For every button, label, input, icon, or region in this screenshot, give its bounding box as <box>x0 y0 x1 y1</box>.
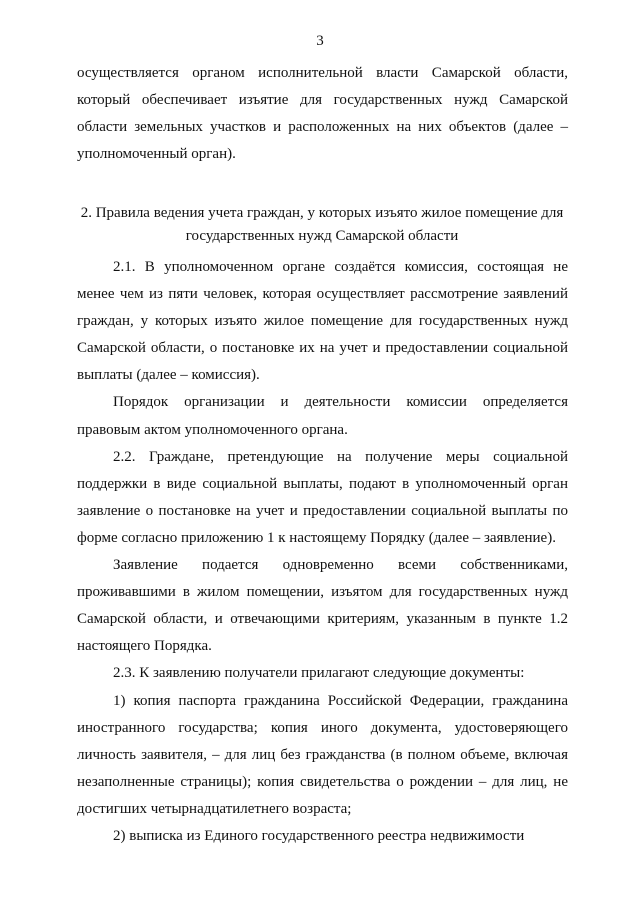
intro-paragraph: осуществляется органом исполнительной власти Самарской области, который обеспечивает изъятие для государственных нужд Самарской области земельных участков и расположенных на них объектов (далее – уполномоченный орган). <box>77 65 568 163</box>
paragraph-2-1: 2.1. В уполномоченном органе создаётся комиссия, состоящая не менее чем из пяти человек, которая осуществляет рассмотрение заявлений граждан, у которых изъято жилое помещение для государственных нужд Самарской области, о постановке их на учет и предоставлении социальной выплаты (далее – комиссия). <box>77 259 568 384</box>
body-block <box>77 254 568 850</box>
list-item-1: 1) копия паспорта гражданина Российской Федерации, гражданина иностранного государства; копия иного документа, удостоверяющего личность заявителя, – для лиц без гражданства (в полном объеме, включая незаполненные страницы); копия свидетельства о рождении – для лиц, не достигших четырнадцатилетнего возраста; <box>77 692 568 817</box>
paragraph-2-3: 2.3. К заявлению получатели прилагают следующие документы: <box>113 665 525 682</box>
page-number: 3 <box>316 33 324 49</box>
paragraph-commission-order: Порядок организации и деятельности комиссии определяется правовым актом уполномоченного органа. <box>77 394 568 438</box>
intro-block <box>77 60 568 168</box>
paragraph-2-2: 2.2. Граждане, претендующие на получение меры социальной поддержки в виде социальной выплаты, подают в уполномоченный орган заявление о постановке на учет и предоставлении социальной выплаты по форме согласно приложению 1 к настоящему Порядку (далее – заявление). <box>77 448 568 546</box>
paragraph-application: Заявление подается одновременно всеми собственниками, проживавшими в жилом помещении, изъятом для государственных нужд Самарской области, и отвечающими критериям, указанным в пункте 1.2 настоящего Порядка. <box>77 557 568 655</box>
section-heading: 2. Правила ведения учета граждан, у которых изъято жилое помещение для государственных нужд Самарской области <box>80 205 564 244</box>
list-item-2: 2) выписка из Единого государственного реестра недвижимости <box>113 827 525 844</box>
